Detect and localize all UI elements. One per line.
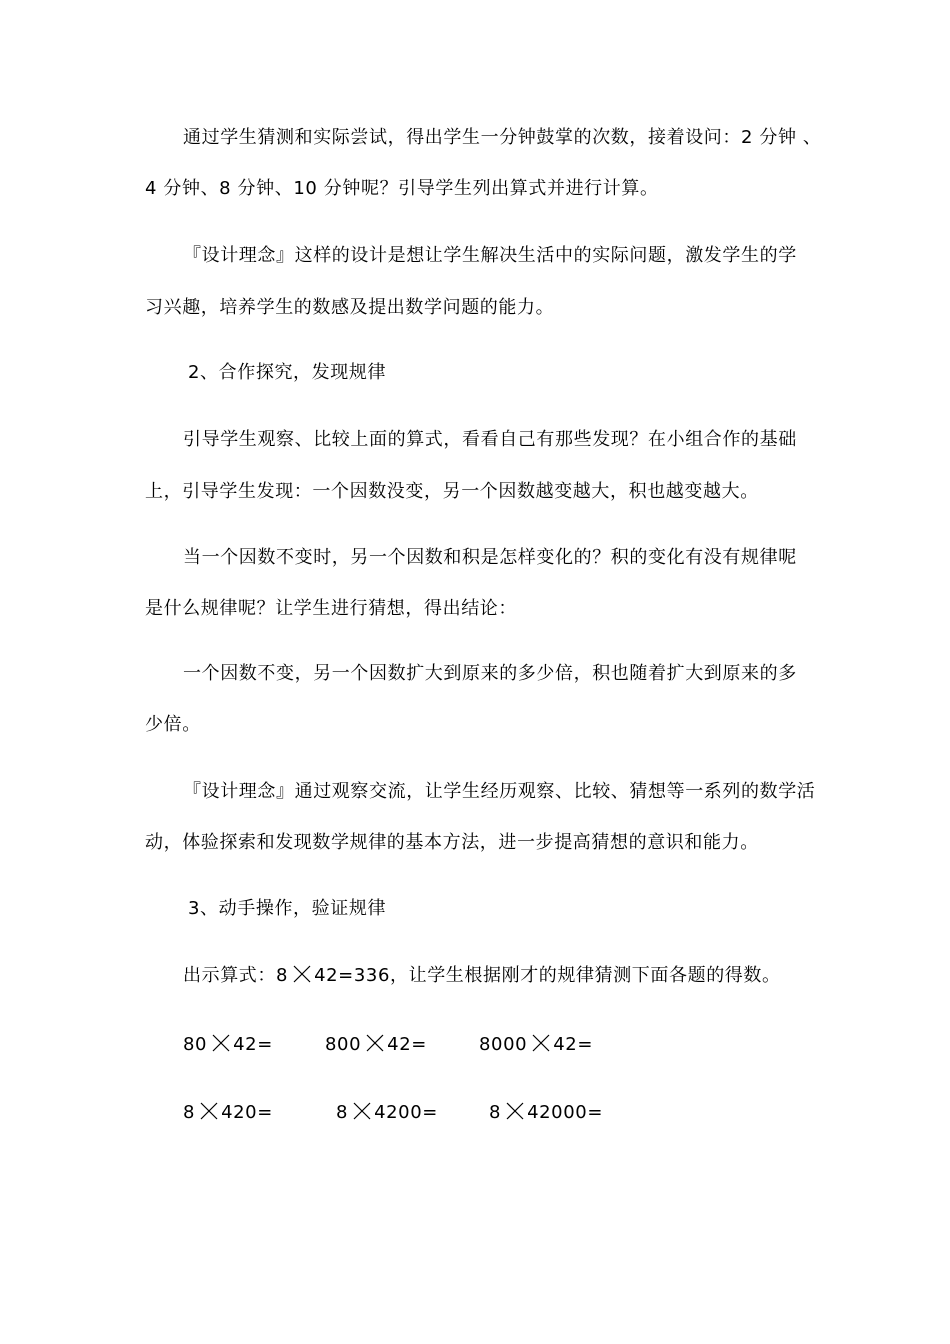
exercise-2-3 xyxy=(489,1101,603,1125)
exercise-right: 420= xyxy=(221,1102,273,1123)
paragraph-5-line-1: 一个因数不变，另一个因数扩大到原来的多少倍，积也随着扩大到原来的多 xyxy=(183,663,797,684)
exercise-2-2 xyxy=(336,1101,438,1125)
exercise-1-2 xyxy=(325,1033,427,1057)
paragraph-6-line-1: 『设计理念』通过观察交流，让学生经历观察、比较、猜想等一系列的数学活 xyxy=(183,781,816,802)
paragraph-4-line-1: 当一个因数不变时，另一个因数和积是怎样变化的？积的变化有没有规律呢 xyxy=(183,547,797,568)
paragraph-7-suffix: 42=336，让学生根据刚才的规律猜测下面各题的得数。 xyxy=(314,965,781,986)
multiply-icon xyxy=(211,1033,231,1053)
section-heading-3: 3、动手操作，验证规律 xyxy=(188,898,387,919)
paragraph-1-line-1: 通过学生猜测和实际尝试，得出学生一分钟鼓掌的次数，接着设问：2 分钟 、 xyxy=(183,127,822,148)
paragraph-7-prefix: 出示算式：8 xyxy=(183,965,289,986)
exercise-left: 8000 xyxy=(479,1034,528,1055)
paragraph-5-line-2: 少倍。 xyxy=(145,714,201,735)
multiply-icon xyxy=(352,1101,372,1121)
multiply-icon xyxy=(292,964,312,984)
multiply-icon xyxy=(199,1101,219,1121)
multiply-icon xyxy=(365,1033,385,1053)
exercise-left: 80 xyxy=(183,1034,208,1055)
exercise-right: 42= xyxy=(553,1034,594,1055)
paragraph-2-line-2: 习兴趣，培养学生的数感及提出数学问题的能力。 xyxy=(145,297,555,318)
exercise-right: 42= xyxy=(233,1034,273,1055)
exercise-left: 8 xyxy=(183,1102,196,1123)
exercise-1-3 xyxy=(479,1033,593,1057)
exercise-right: 4200= xyxy=(374,1102,438,1123)
paragraph-2-line-1: 『设计理念』这样的设计是想让学生解决生活中的实际问题，激发学生的学 xyxy=(183,245,797,266)
multiply-icon xyxy=(531,1033,551,1053)
exercise-left: 800 xyxy=(325,1034,362,1055)
paragraph-3-line-2: 上，引导学生发现：一个因数没变，另一个因数越变越大，积也越变越大。 xyxy=(145,481,759,502)
exercise-right: 42000= xyxy=(527,1102,604,1123)
exercise-2-1 xyxy=(183,1101,273,1125)
section-heading-2: 2、合作探究，发现规律 xyxy=(188,362,387,383)
exercise-right: 42= xyxy=(387,1034,427,1055)
paragraph-3-line-1: 引导学生观察、比较上面的算式，看看自己有那些发现？在小组合作的基础 xyxy=(183,429,797,450)
exercise-1-1 xyxy=(183,1033,273,1057)
multiply-icon xyxy=(505,1101,525,1121)
exercise-left: 8 xyxy=(336,1102,349,1123)
paragraph-4-line-2: 是什么规律呢？让学生进行猜想，得出结论： xyxy=(145,598,517,619)
paragraph-6-line-2: 动，体验探索和发现数学规律的基本方法，进一步提高猜想的意识和能力。 xyxy=(145,832,759,853)
paragraph-1-line-2: 4 分钟、8 分钟、10 分钟呢？引导学生列出算式并进行计算。 xyxy=(145,178,659,199)
paragraph-7 xyxy=(183,964,781,988)
exercise-left: 8 xyxy=(489,1102,502,1123)
